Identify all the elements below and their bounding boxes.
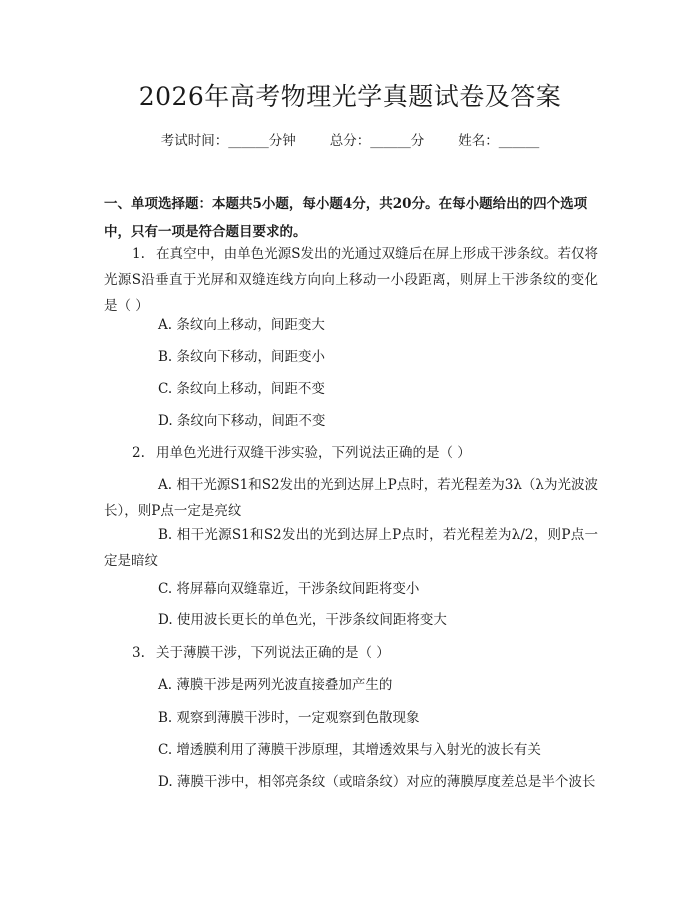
question-1 xyxy=(104,241,598,319)
question-number: 3. xyxy=(132,645,145,661)
exam-info xyxy=(0,130,700,152)
q3-option-c: C. 增透膜利用了薄膜干涉原理，其增透效果与入射光的波长有关 xyxy=(158,742,541,758)
q2-option-c: C. 将屏幕向双缝靠近，干涉条纹间距将变小 xyxy=(158,581,420,597)
q3-option-b: B. 观察到薄膜干涉时，一定观察到色散现象 xyxy=(158,710,420,726)
student-name: 姓名：______ xyxy=(458,133,540,149)
q2-option-b: B. 相干光源S1和S2发出的光到达屏上P点时，若光程差为λ/2，则P点一定是暗纹 xyxy=(104,527,598,569)
question-stem: 用单色光进行双缝干涉实验，下列说法正确的是（ ） xyxy=(156,445,471,461)
q3-option-d: D. 薄膜干涉中，相邻亮条纹（或暗条纹）对应的薄膜厚度差总是半个波长 xyxy=(158,774,596,790)
question-stem: 关于薄膜干涉，下列说法正确的是（ ） xyxy=(156,645,390,661)
q2-option-a: A. 相干光源S1和S2发出的光到达屏上P点时，若光程差为3λ（λ为光波波长），则P点一定是亮纹 xyxy=(104,477,598,519)
q1-option-d: D. 条纹向下移动，间距不变 xyxy=(158,413,326,429)
question-stem: 在真空中，由单色光源S发出的光通过双缝后在屏上形成干涉条纹。若仅将光源S沿垂直于光屏和双缝连线方向向上移动一小段距离，则屏上干涉条纹的变化是（ ） xyxy=(104,246,598,314)
q2-option-d: D. 使用波长更长的单色光，干涉条纹间距将变大 xyxy=(158,612,447,628)
q1-option-a: A. 条纹向上移动，间距变大 xyxy=(158,317,325,333)
page-title: 2026年高考物理光学真题试卷及答案 xyxy=(138,82,562,111)
question-3 xyxy=(104,640,598,666)
q1-option-b: B. 条纹向下移动，间距变小 xyxy=(158,349,326,365)
question-number: 1. xyxy=(132,246,145,262)
exam-time: 考试时间：______分钟 xyxy=(160,133,296,149)
question-2 xyxy=(104,440,598,466)
q3-option-a: A. 薄膜干涉是两列光波直接叠加产生的 xyxy=(158,677,393,693)
question-number: 2. xyxy=(132,445,145,461)
total-score: 总分：______分 xyxy=(329,133,425,149)
section-heading: 一、单项选择题：本题共5小题，每小题4分，共20分。在每小题给出的四个选项中，只有一项是符合题目要求的。 xyxy=(104,196,588,240)
q1-option-c: C. 条纹向上移动，间距不变 xyxy=(158,381,325,397)
